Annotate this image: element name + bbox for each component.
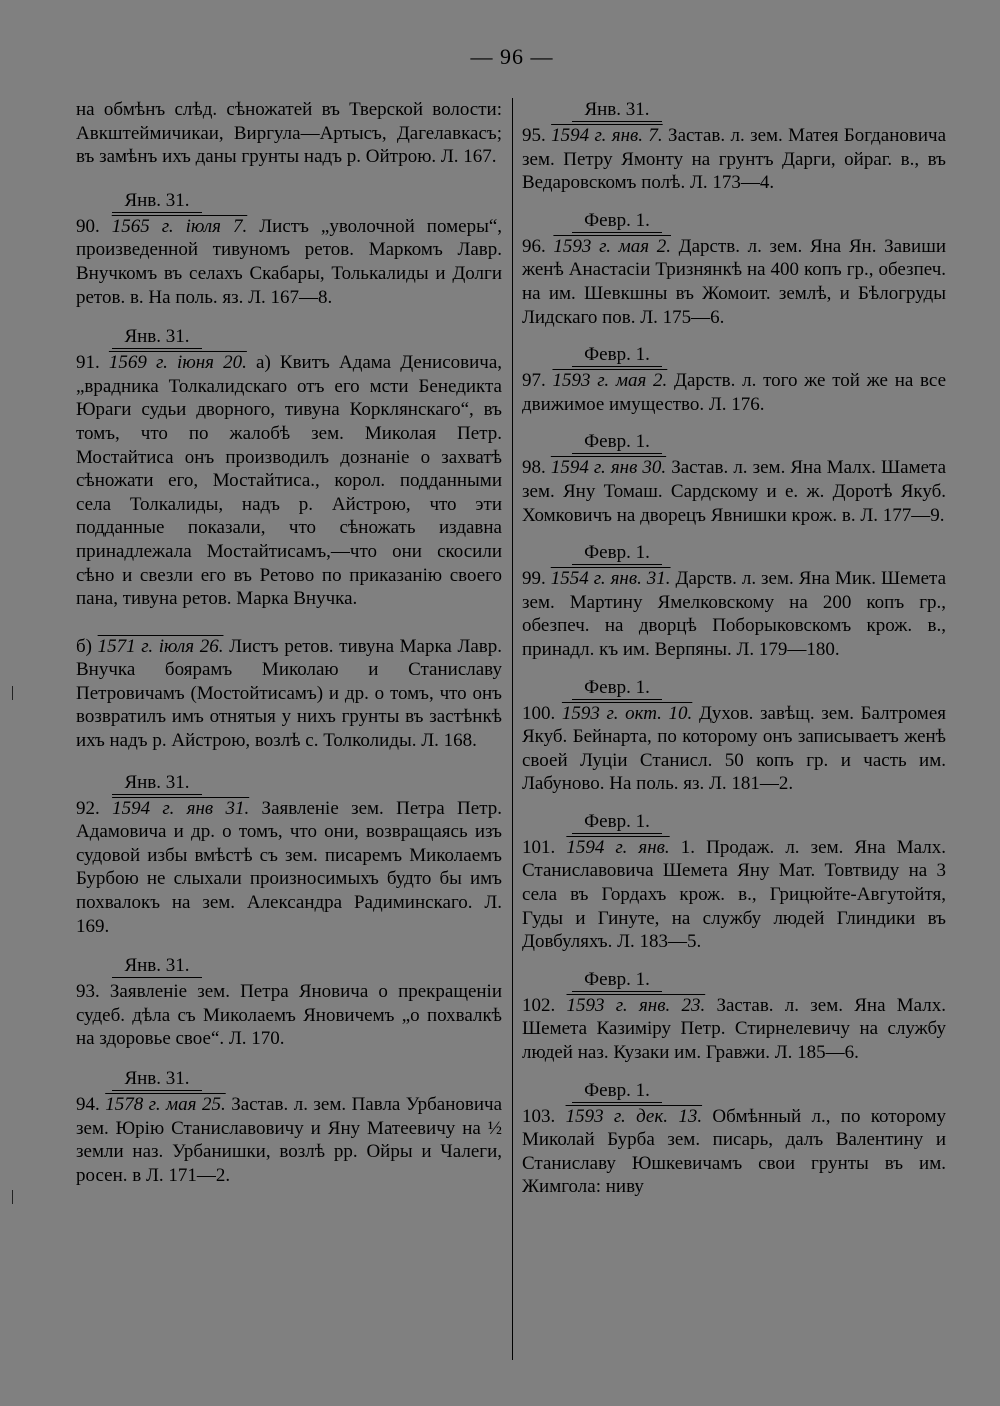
margin-mark — [12, 686, 13, 700]
entry-number: 96. — [522, 235, 546, 257]
entry-number: 93. — [76, 981, 100, 1003]
right-column — [522, 98, 946, 1199]
entry-93 — [76, 954, 502, 1051]
document-date: 1594 г. янв. 7. — [551, 125, 663, 146]
entry-91 — [76, 325, 502, 611]
entry-number: 94. — [76, 1094, 100, 1115]
entry-text: а) Квитъ Адама Денисовича, „врадника Толкалидскаго отъ его мсти Бенедикта Юраги судьи дворного, тивуна Корклянскаго“, въ томъ, что по жалобѣ зем. Миколая Петр. Мостайтиса онъ производилъ дознаніе о захватѣ сѣножати его, Мостайтиса., корол. подданными села Толкалиды, надъ р. Айстрою, что эти подданные показали, что сѣножать издавна принадлежала Мостайтисамъ,—что они скосили сѣно и свезли его въ Ретово по приказанію своего пана, тивуна ретов. Марка Внучка. — [76, 352, 503, 610]
entry-94 — [76, 1067, 502, 1187]
entry-date: Февр. 1. — [572, 812, 662, 834]
entry-date: Янв. 31. — [112, 191, 202, 213]
entry-text: Застав. л. зем. Яна Малх. Шемета Казиміру Петр. Стирнелевичу на службу людей наз. Кузаки им. Гравжи. Л. 185—6. — [522, 994, 947, 1064]
continuation-text: на обмѣнъ слѣд. сѣножатей въ Тверской волости: Авкштеймичикаи, Виргула—Артысъ, Дагелавкасъ; въ замѣнъ ихъ даны грунты надъ р. Ойтрою. Л. 167. — [76, 99, 502, 168]
entry-date: Февр. 1. — [572, 970, 662, 992]
entry-91b — [76, 635, 502, 753]
entry-text: Застав. л. зем. Яна Малх. Шамета зем. Яну Томаш. Сардскому и е. ж. Доротѣ Якуб. Хомковичъ на дворецъ Явнишки крож. в. Л. 177—9. — [522, 457, 947, 526]
document-date: 1569 г. іюня 20. — [108, 352, 247, 374]
entry-number: 97. — [522, 370, 546, 392]
entry-text: Застав. л. зем. Павла Урбановича зем. Юрію Станиславовичу и Яну Матеевичу на ½ земли наз. Урбанишки, возлѣ рр. Ойры и Чалеги, росен. в Л. 171—2. — [76, 1094, 503, 1186]
entry-date: Янв. 31. — [112, 1069, 202, 1091]
entry-99 — [522, 541, 946, 661]
entry-number: 92. — [76, 797, 100, 819]
entry-date: Февр. 1. — [572, 1081, 662, 1103]
entry-number: 101. — [522, 836, 556, 858]
document-date: 1593 г. мая 2. — [553, 235, 671, 257]
entry-text: 1. Продаж. л. зем. Яна Малх. Станиславовича Шемета Яну Мат. Товтвиду на 3 села въ Гордахъ крож. в., Грицюйте-Авгутойтя, Гуды и Гинуте, на службу людей Глиндики въ Довбуляхъ. Л. 183—5. — [522, 836, 947, 953]
entry-96 — [522, 209, 946, 329]
entry-number: 98. — [522, 457, 546, 479]
entry-97 — [522, 343, 946, 416]
entry-number: б) — [76, 635, 92, 657]
entry-text: Застав. л. зем. Матея Богдановича зем. Петру Ямонту на грунтъ Дарги, ойраг. в., въ Ведаровскомъ полѣ. Л. 173—4. — [522, 125, 947, 194]
entry-102 — [522, 968, 946, 1065]
document-date: 1593 г. дек. 13. — [565, 1105, 703, 1127]
entry-date: Янв. 31. — [112, 327, 202, 349]
entry-date: Февр. 1. — [572, 678, 662, 700]
entry-date: Февр. 1. — [572, 345, 662, 367]
continuation-entry — [76, 98, 502, 169]
entry-number: 95. — [522, 125, 546, 146]
left-column — [76, 98, 502, 1187]
document-date: 1594 г. янв 31. — [112, 797, 250, 819]
document-date: 1593 г. окт. 10. — [561, 702, 693, 724]
entry-text: Духов. завѣщ. зем. Балтромея Якуб. Бейнарта, по которому онъ записываетъ женѣ своей Луціи Станисл. 50 копъ гр. и часть им. Лабуново. На поль. яз. Л. 181—2. — [522, 702, 947, 795]
entry-date: Янв. 31. — [572, 100, 662, 122]
column-divider — [512, 98, 513, 1360]
entry-text: Листъ „уволочной померы“, произведенной тивуномъ ретов. Маркомъ Лавр. Внучкомъ въ селахъ Скабары, Толькалиды и Долги ретов. в. На поль. яз. Л. 167—8. — [76, 215, 503, 308]
entry-92 — [76, 771, 502, 939]
entry-date: Янв. 31. — [112, 956, 202, 978]
entry-number: 100. — [522, 702, 556, 724]
entry-date: Февр. 1. — [572, 432, 662, 454]
entry-date: Февр. 1. — [572, 543, 662, 565]
entry-103 — [522, 1079, 946, 1199]
page-number: — 96 — — [470, 44, 554, 69]
entry-text: Дарств. л. зем. Яна Мик. Шемета зем. Мартину Ямелковскому на 200 копъ гр., обезпеч. на дворцѣ Поборыковскомъ крож. в., принадл. къ им. Верпяны. Л. 179—180. — [522, 568, 946, 660]
document-date: 1571 г. іюля 26. — [97, 635, 224, 657]
entry-number: 103. — [522, 1105, 556, 1127]
document-date: 1594 г. янв 30. — [550, 457, 667, 479]
entry-95 — [522, 98, 946, 195]
document-date: 1565 г. іюля 7. — [111, 215, 248, 237]
entry-text: Заявленіе зем. Петра Петр. Адамовича и др. о томъ, что они, возвращаясь изъ судовой избы вмѣстѣ съ зем. писаремъ Миколаемъ Бурбою не слыхали произносимыхъ будто бы имъ похвалокъ на зем. Александра Радиминскаго. Л. 169. — [76, 797, 502, 937]
entry-100 — [522, 676, 946, 796]
entry-text: Дарств. л. зем. Яна Ян. Завиши женѣ Анастасіи Тризнянкѣ на 400 копъ гр., обезпеч. на им. Шевкшны въ Жомоит. землѣ, и Бѣлогруды Лидскаго пов. Л. 175—6. — [522, 235, 946, 328]
entry-98 — [522, 430, 946, 527]
document-date: 1593 г. янв. 23. — [566, 994, 706, 1016]
entry-90 — [76, 189, 502, 309]
entry-number: 90. — [76, 215, 100, 237]
entry-date: Февр. 1. — [572, 211, 662, 233]
entry-text: Листъ ретов. тивуна Марка Лавр. Внучка боярамъ Миколаю и Станиславу Петровичамъ (Мостойтисамъ) и др. о томъ, что онъ возвратилъ имъ отнятыя у нихъ грунты въ застѣнкѣ ихъ надъ р. Айстрою, возлѣ с. Толколиды. Л. 168. — [76, 635, 503, 752]
entry-text: Обмѣнный л., по которому Миколай Бурба зем. писарь, далъ Валентину и Станиславу Юшкевичамъ свои грунты въ им. Жимгола: ниву — [522, 1105, 947, 1198]
entry-number: 99. — [522, 568, 546, 590]
document-date: 1594 г. янв. — [566, 836, 670, 858]
entry-text: Дарств. л. того же той же на все движимое имущество. Л. 176. — [522, 370, 946, 415]
entry-101 — [522, 810, 946, 954]
document-date: 1578 г. мая 25. — [105, 1094, 226, 1115]
entry-number: 102. — [522, 994, 556, 1016]
document-date: 1593 г. мая 2. — [552, 370, 668, 392]
document-date: 1554 г. янв. 31. — [550, 568, 671, 590]
entry-text: Заявленіе зем. Петра Яновича о прекращеніи судеб. дѣла съ Миколаемъ Яновичемъ „о похвалкѣ на здоровье свое“. Л. 170. — [76, 981, 503, 1050]
entry-date: Янв. 31. — [112, 773, 202, 795]
margin-mark — [12, 1190, 13, 1204]
entry-number: 91. — [76, 352, 100, 374]
